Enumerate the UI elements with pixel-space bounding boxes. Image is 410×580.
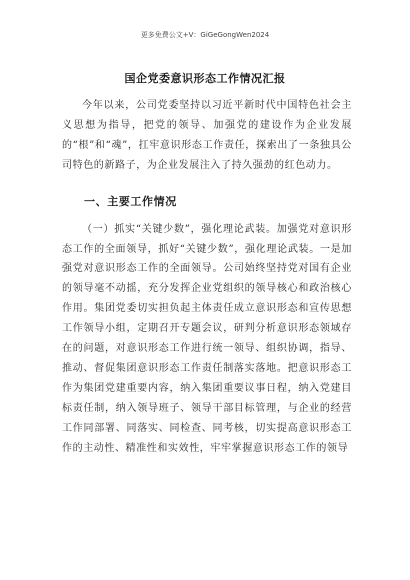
intro-paragraph: 今年以来，公司党委坚持以习近平新时代中国特色社会主义思想为指导，把党的领导、加强党的建设作为企业发展的“根”和“魂”，扛牢意识形态工作责任，探索出了一条独具公司特色的新路子，为企业发展注入了持久强劲的红色动力。 — [62, 100, 352, 171]
section-heading: 一、主要工作情况 — [84, 194, 177, 208]
document-title: 国企党委意识形态工作情况汇报 — [124, 72, 286, 85]
top-note: 更多免费公文+V：GiGeGongWen2024 — [140, 31, 270, 39]
body-paragraph: （一）抓实“关键少数”，强化理论武装。加强党对意识形态工作的全面领导，抓好“关键少数”，强化理论武装。一是加强党对意识形态工作的全面领导。公司始终坚持党对国有企业的领导毫不动摇，充分发挥企业党组织的领导核心和政治核心作用。集团党委切实担负起主体责任成立意识形态和宣传思想工作领导小组，定期召开专题会议，研判分析意识形态领域存在的问题，对意识形态工作进行统一领导、组织协调，指导、推动、督促集团意识形态工作责任制落实落地。把意识形态工作为集团党建重要内容，纳入集团重要议事日程，纳入党建目标责任制，纳入领导班子、领导干部目标管理，与企业的经营工作同部署、同落实、同检查、同考核，切实提高意识形态工作的主动性、精准性和实效性，牢牢掌握意识形态工作的领导 — [62, 223, 352, 454]
document-body — [62, 96, 352, 459]
